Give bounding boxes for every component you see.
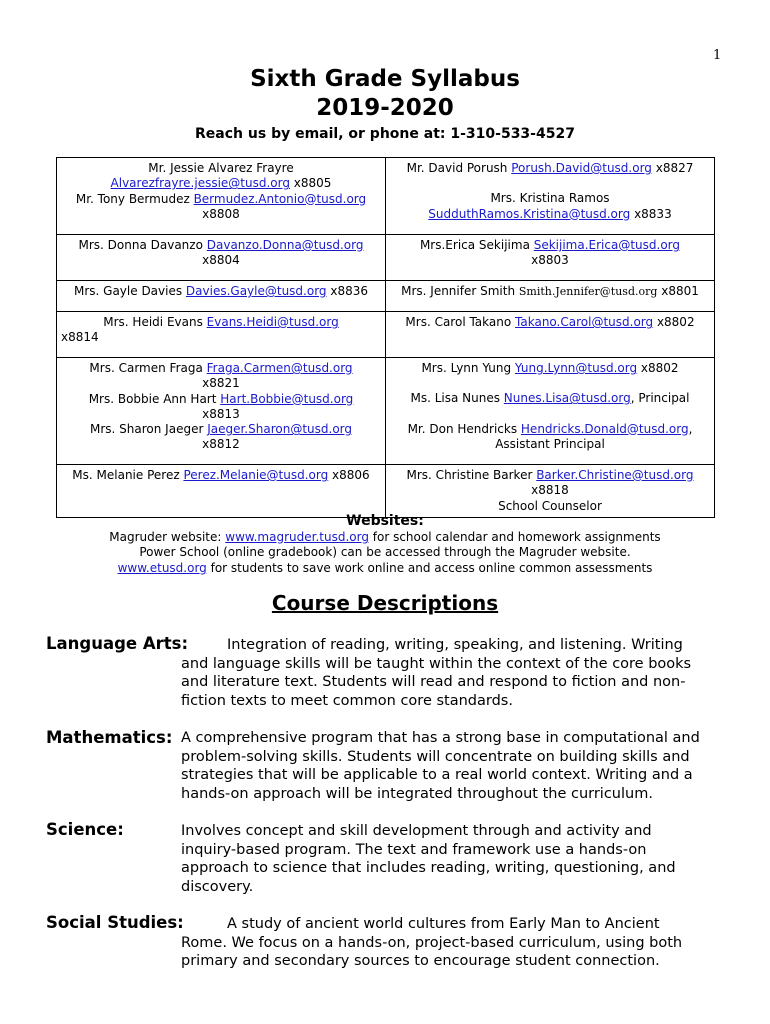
extension: x8805 xyxy=(289,176,332,191)
extension: x8801 xyxy=(657,284,699,298)
table-row xyxy=(57,465,715,518)
email-link[interactable]: Barker.Christine@tusd.org xyxy=(536,468,694,482)
description-line: and language skills will be taught within the context of the core books xyxy=(181,655,692,672)
email-link[interactable]: Bermudez.Antonio@tusd.org xyxy=(193,191,367,206)
table-row xyxy=(57,235,715,281)
science-description xyxy=(181,822,726,896)
email-link[interactable]: Fraga.Carmen@tusd.org xyxy=(206,361,353,375)
table-cell xyxy=(386,465,715,518)
email-link[interactable]: Sekijima.Erica@tusd.org xyxy=(533,238,681,252)
language-arts-description xyxy=(181,636,726,710)
description-line: inquiry-based program. The text and framework use a hands-on xyxy=(181,841,647,858)
staff-name: Mrs.Erica Sekijima xyxy=(419,238,534,252)
websites-text: Magruder website: xyxy=(109,529,226,544)
email-link[interactable]: Hendricks.Donald@tusd.org xyxy=(520,421,689,436)
staff-name: Mr. Don Hendricks xyxy=(407,421,521,436)
table-row xyxy=(57,158,715,235)
email-link[interactable]: Yung.Lynn@tusd.org xyxy=(514,361,638,375)
page-title: Sixth Grade Syllabus xyxy=(250,66,520,92)
staff-name: Ms. Melanie Perez xyxy=(72,468,184,482)
description-line: strategies that will be applicable to a real world context. Writing and a xyxy=(181,767,693,784)
description-line: A comprehensive program that has a strong base in computational and xyxy=(181,730,700,746)
staff-name: Mrs. Carmen Fraga xyxy=(89,361,207,375)
email-text: Smith.Jennifer@tusd.org xyxy=(518,285,658,298)
table-cell xyxy=(386,235,715,281)
course-descriptions-heading: Course Descriptions xyxy=(271,591,499,615)
description-line: Integration of reading, writing, speaking, and listening. Writing xyxy=(227,637,683,653)
extension: x8813 xyxy=(202,406,240,421)
staff-name: Mrs. Lynn Yung xyxy=(421,361,515,375)
email-link[interactable]: Alvarezfrayre.jessie@tusd.org xyxy=(110,176,290,191)
email-link[interactable]: Nunes.Lisa@tusd.org xyxy=(503,391,631,406)
extension: x8804 xyxy=(202,253,240,268)
staff-name: Mrs. Jennifer Smith xyxy=(401,284,519,298)
email-link[interactable]: Porush.David@tusd.org xyxy=(511,161,652,175)
staff-name: Mr. Tony Bermudez xyxy=(75,191,194,206)
staff-directory-table xyxy=(56,157,715,518)
extension: x8806 xyxy=(328,468,370,482)
staff-name: Mrs. Bobbie Ann Hart xyxy=(88,391,221,406)
email-link[interactable]: SudduthRamos.Kristina@tusd.org xyxy=(428,206,631,221)
websites-text: for school calendar and homework assignments xyxy=(368,529,661,544)
table-cell xyxy=(386,358,715,465)
extension: x8808 xyxy=(202,206,240,221)
email-link[interactable]: Davanzo.Donna@tusd.org xyxy=(206,238,364,252)
websites-line-2: Power School (online gradebook) can be accessed through the Magruder website. xyxy=(139,545,631,559)
extension: x8803 xyxy=(531,253,569,268)
websites-line-1 xyxy=(0,530,770,546)
magruder-link[interactable]: www.magruder.tusd.org xyxy=(225,529,369,544)
table-cell xyxy=(57,158,386,235)
page-number: 1 xyxy=(713,48,722,63)
language-arts-heading: Language Arts: xyxy=(46,634,189,653)
extension: x8802 xyxy=(637,361,679,375)
extension: x8836 xyxy=(326,284,369,298)
description-line: hands-on approach will be integrated throughout the curriculum. xyxy=(181,785,653,802)
table-cell xyxy=(57,235,386,281)
description-line: and literature text. Students will read and respond to fiction and non- xyxy=(181,674,686,691)
role: , Principal xyxy=(630,391,690,406)
extension: x8833 xyxy=(630,206,672,221)
description-line: discovery. xyxy=(181,878,254,895)
science-heading: Science: xyxy=(46,820,124,839)
description-line: Involves concept and skill development through and activity and xyxy=(181,823,652,839)
table-row xyxy=(57,358,715,465)
description-line: A study of ancient world cultures from Early Man to Ancient xyxy=(227,916,660,932)
email-link[interactable]: Evans.Heidi@tusd.org xyxy=(206,315,339,329)
extension: x8802 xyxy=(653,315,695,329)
comma: , xyxy=(688,421,693,436)
table-cell xyxy=(57,281,386,312)
email-link[interactable]: Takano.Carol@tusd.org xyxy=(515,315,654,329)
extension: x8821 xyxy=(202,376,240,391)
staff-name: Ms. Lisa Nunes xyxy=(410,391,504,406)
staff-name: Mrs. Heidi Evans xyxy=(103,315,207,329)
table-cell xyxy=(57,312,386,358)
description-line: approach to science that includes reading, writing, questioning, and xyxy=(181,860,676,877)
staff-name: Mrs. Sharon Jaeger xyxy=(90,422,208,437)
table-cell xyxy=(386,281,715,312)
email-link[interactable]: Davies.Gayle@tusd.org xyxy=(185,284,327,298)
websites-heading: Websites: xyxy=(346,513,424,529)
description-line: Rome. We focus on a hands-on, project-based curriculum, using both xyxy=(181,934,683,951)
staff-name: Mr. Jessie Alvarez Frayre xyxy=(148,161,294,175)
description-line: fiction texts to meet common core standards. xyxy=(181,692,513,709)
table-row xyxy=(57,312,715,358)
email-link[interactable]: Jaeger.Sharon@tusd.org xyxy=(207,422,352,437)
school-year: 2019-2020 xyxy=(316,95,454,121)
etusd-link[interactable]: www.etusd.org xyxy=(117,560,207,575)
email-link[interactable]: Hart.Bobbie@tusd.org xyxy=(220,391,354,406)
extension: x8818 xyxy=(531,483,569,498)
table-cell xyxy=(57,358,386,465)
role: Assistant Principal xyxy=(495,436,605,451)
staff-name: Mr. David Porush xyxy=(406,161,512,175)
staff-name: Mrs. Christine Barker xyxy=(406,468,537,482)
description-line: primary and secondary sources to encourage student connection. xyxy=(181,953,660,970)
table-cell xyxy=(57,465,386,518)
websites-text: for students to save work online and access online common assessments xyxy=(206,560,653,575)
websites-section xyxy=(0,514,770,576)
staff-name: Mrs. Gayle Davies xyxy=(73,284,186,298)
websites-line-3 xyxy=(0,561,770,577)
staff-name: Mrs. Carol Takano xyxy=(405,315,516,329)
staff-name: Mrs. Donna Davanzo xyxy=(78,238,207,252)
table-cell xyxy=(386,158,715,235)
extension: x8827 xyxy=(651,161,694,175)
extension: x8812 xyxy=(202,437,240,452)
mathematics-description xyxy=(181,729,726,803)
description-line: problem-solving skills. Students will concentrate on building skills and xyxy=(181,748,690,765)
table-cell xyxy=(386,312,715,358)
staff-name: Mrs. Kristina Ramos xyxy=(490,191,610,206)
contact-phone-line: Reach us by email, or phone at: 1-310-533-4527 xyxy=(195,126,575,142)
social-studies-description xyxy=(181,915,726,971)
mathematics-heading: Mathematics: xyxy=(46,728,173,747)
extension: x8814 xyxy=(61,330,99,345)
email-link[interactable]: Perez.Melanie@tusd.org xyxy=(183,468,329,482)
role: School Counselor xyxy=(498,498,602,513)
social-studies-heading: Social Studies: xyxy=(46,913,184,932)
table-row xyxy=(57,281,715,312)
